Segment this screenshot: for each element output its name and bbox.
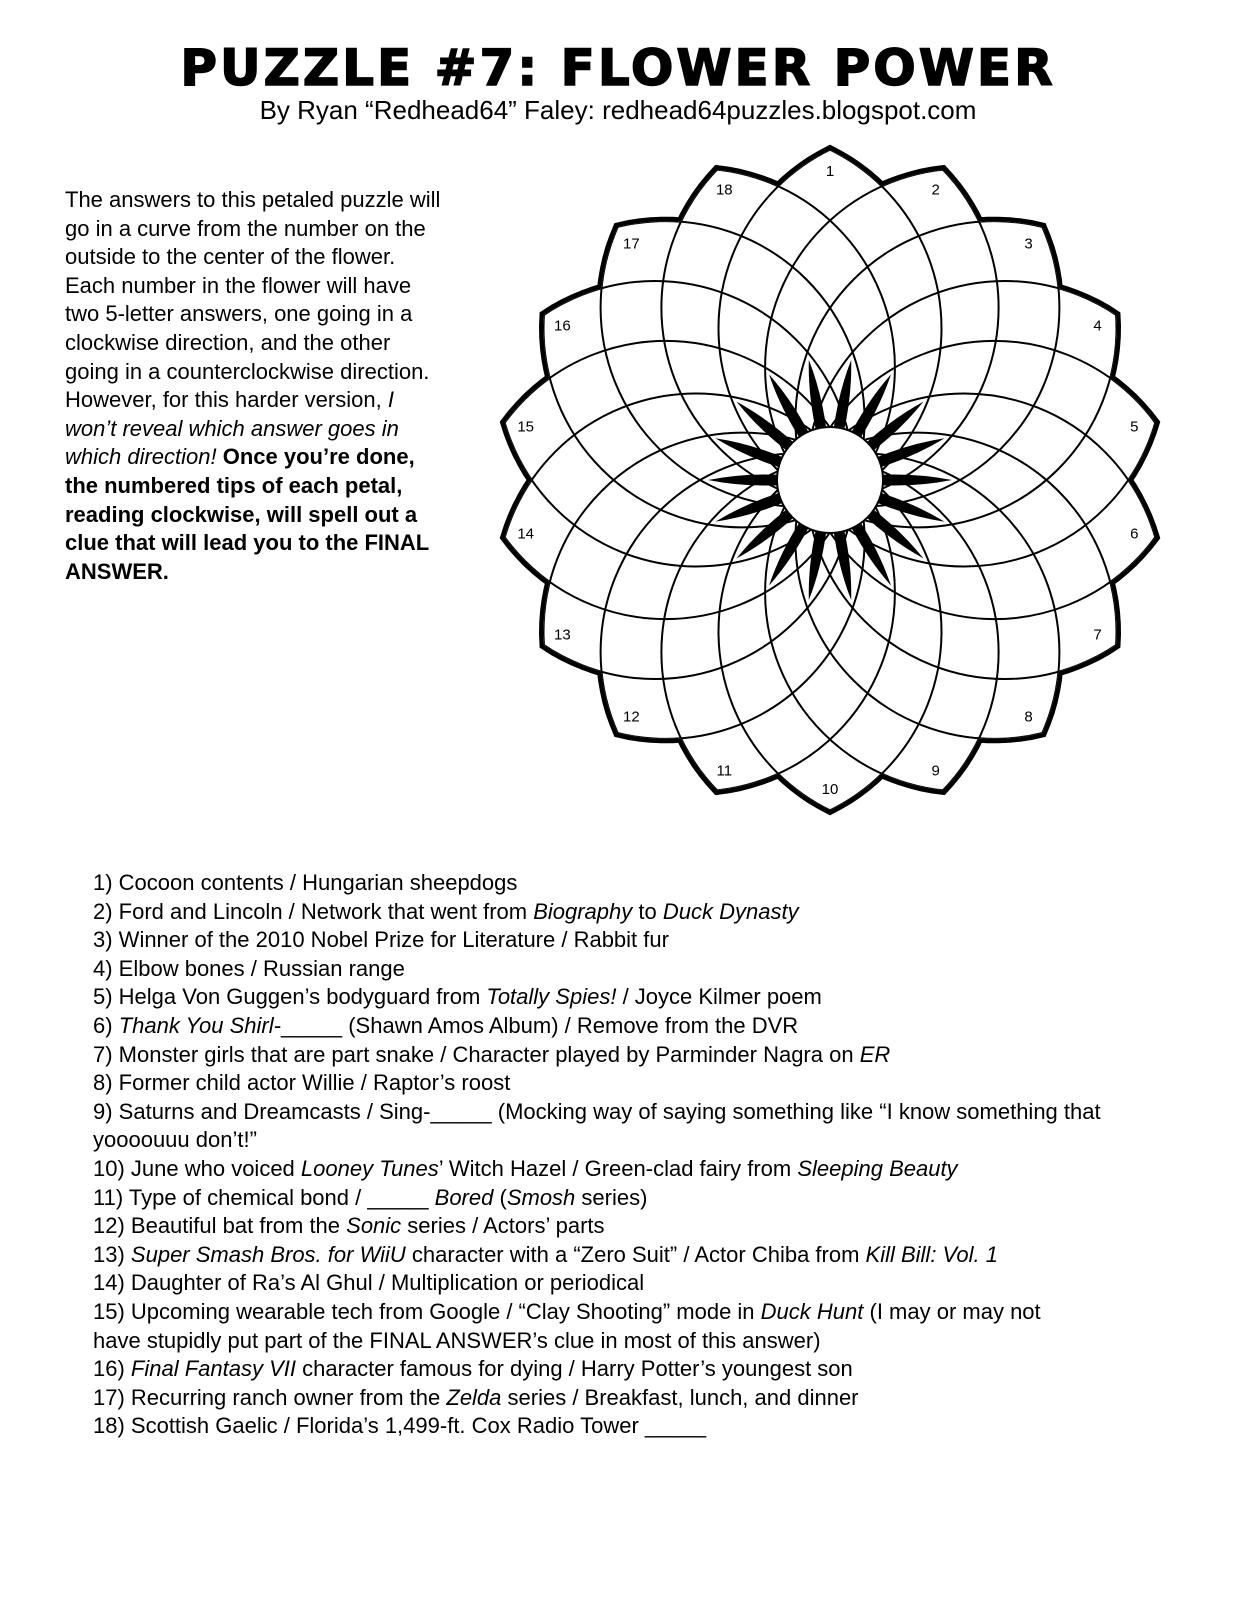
bold-text: clue that will lead you to the FINAL	[65, 530, 430, 556]
italic-text: Zelda	[446, 1384, 502, 1410]
clue-item	[93, 1184, 1193, 1213]
clue-item	[93, 1241, 1193, 1270]
text-segment: 11) Type of chemical bond / _____	[93, 1184, 435, 1210]
author-byline: By Ryan “Redhead64” Faley: redhead64puzzles.blogspot.com	[259, 95, 977, 125]
instruction-line	[65, 558, 440, 587]
text-segment: 9) Saturns and Dreamcasts / Sing-_____ (Mocking way of saying something like “I know something that yoooouuu don’t!”	[93, 1098, 1101, 1153]
text-segment: 18) Scottish Gaelic / Florida’s 1,499-ft. Cox Radio Tower _____	[93, 1413, 707, 1439]
text-segment: 1) Cocoon contents / Hungarian sheepdogs	[93, 870, 518, 895]
petal-number: 15	[517, 418, 535, 436]
petal-number: 11	[716, 762, 733, 780]
text-segment: character famous for dying / Harry Potter’s youngest son	[296, 1356, 853, 1382]
puzzle-title: PUZZLE #7: FLOWER POWER	[180, 39, 1056, 97]
petal-number: 7	[1093, 626, 1102, 644]
italic-text: Bored	[434, 1184, 494, 1210]
clue-item	[93, 983, 1193, 1012]
instruction-line	[65, 501, 440, 530]
italic-text: Thank You Shirl-	[118, 1012, 281, 1038]
text-segment: have stupidly put part of the FINAL ANSWER’s clue in most of this answer)	[93, 1327, 821, 1353]
clue-item	[93, 1269, 1193, 1298]
italic-text: Sleeping Beauty	[797, 1155, 958, 1181]
clue-item	[93, 1098, 1193, 1155]
text-segment: outside to the center of the flower.	[65, 244, 396, 270]
petal-number: 3	[1024, 235, 1033, 253]
instruction-line	[65, 358, 440, 387]
italic-text: Looney Tunes	[300, 1155, 439, 1181]
petal-number: 18	[715, 181, 733, 199]
italic-text: Duck Hunt	[760, 1298, 864, 1324]
petal-number: 14	[517, 525, 535, 543]
text-segment: series / Actors’ parts	[401, 1213, 605, 1239]
text-segment: However, for this harder version,	[65, 387, 388, 413]
italic-text: Smosh	[506, 1184, 576, 1210]
italic-text: Sonic	[346, 1213, 402, 1239]
text-segment: 14) Daughter of Ra’s Al Ghul / Multiplication or periodical	[93, 1270, 645, 1296]
instruction-line	[65, 272, 440, 301]
text-segment: 8) Former child actor Willie / Raptor’s roost	[93, 1070, 511, 1096]
petal-number: 13	[554, 626, 571, 644]
text-segment: 3) Winner of the 2010 Nobel Prize for Literature / Rabbit fur	[93, 927, 669, 953]
text-segment: 13)	[93, 1241, 131, 1267]
text-segment: Each number in the flower will have	[65, 272, 412, 298]
text-segment: 12) Beautiful bat from the	[93, 1213, 347, 1239]
text-segment: going in a counterclockwise direction.	[65, 358, 430, 384]
italic-text: ER	[859, 1041, 891, 1067]
clue-item	[93, 1212, 1193, 1241]
clue-item	[93, 1298, 1193, 1355]
text-segment: 7) Monster girls that are part snake / Character played by Parminder Nagra on	[93, 1041, 860, 1067]
text-segment: _____ (Shawn Amos Album) / Remove from the DVR	[280, 1012, 799, 1038]
text-segment: series / Breakfast, lunch, and dinner	[501, 1384, 859, 1410]
bold-text: Once you’re done,	[216, 444, 415, 470]
bold-text: the numbered tips of each petal,	[65, 472, 403, 498]
clue-item	[93, 1412, 1193, 1441]
text-segment: clockwise direction, and the other	[65, 329, 391, 355]
petal-number: 1	[825, 163, 835, 180]
instruction-line	[65, 386, 440, 415]
italic-text: Super Smash Bros. for WiiU	[130, 1241, 406, 1267]
clue-item	[93, 1041, 1193, 1070]
instruction-line	[65, 186, 440, 215]
petal-number: 12	[623, 708, 640, 726]
instruction-line	[65, 415, 440, 444]
italic-text: which direction!	[65, 444, 217, 470]
instruction-line	[65, 215, 440, 244]
italic-text: I	[387, 387, 394, 413]
clue-item	[93, 869, 1193, 898]
petal-number: 8	[1024, 708, 1033, 726]
petal-number: 2	[931, 181, 940, 199]
clue-item	[93, 1012, 1193, 1041]
petal-number: 4	[1093, 317, 1102, 335]
clue-item	[93, 955, 1193, 984]
instruction-line	[65, 300, 440, 329]
instruction-line	[65, 529, 440, 558]
text-segment: character with a “Zero Suit” / Actor Chiba from	[405, 1241, 866, 1267]
clue-list	[93, 869, 1193, 1441]
text-segment: ’ Witch Hazel / Green-clad fairy from	[438, 1155, 798, 1181]
text-segment: 6)	[93, 1012, 119, 1038]
petal-number: 6	[1130, 525, 1139, 543]
text-segment: (I may or may not	[863, 1298, 1041, 1324]
italic-text: Duck Dynasty	[662, 898, 799, 924]
italic-text: Totally Spies!	[486, 984, 617, 1010]
text-segment: series)	[575, 1184, 648, 1210]
text-segment: 4) Elbow bones / Russian range	[93, 955, 405, 981]
text-segment: (	[493, 1184, 507, 1210]
text-segment: 2) Ford and Lincoln / Network that went from	[93, 898, 534, 924]
text-segment: 5) Helga Von Guggen’s bodyguard from	[93, 984, 487, 1010]
flower-grid	[490, 140, 1170, 830]
instructions-paragraph	[65, 186, 440, 586]
text-segment: The answers to this petaled puzzle will	[65, 187, 441, 212]
bold-text: ANSWER.	[65, 558, 169, 584]
text-segment: to	[632, 898, 663, 924]
text-segment: 17) Recurring ranch owner from the	[93, 1384, 447, 1410]
italic-text: Kill Bill: Vol. 1	[865, 1241, 998, 1267]
instruction-line	[65, 329, 440, 358]
text-segment: / Joyce Kilmer poem	[616, 984, 822, 1010]
clue-item	[93, 898, 1193, 927]
text-segment: 15) Upcoming wearable tech from Google / “Clay Shooting” mode in	[93, 1298, 761, 1324]
instruction-line	[65, 443, 440, 472]
clue-item	[93, 1384, 1193, 1413]
italic-text: Biography	[533, 898, 633, 924]
instruction-line	[65, 243, 440, 272]
instruction-line	[65, 472, 440, 501]
petal-number: 17	[623, 235, 640, 253]
text-segment: go in a curve from the number on the	[65, 215, 426, 241]
clue-item	[93, 1069, 1193, 1098]
petal-number: 10	[821, 781, 839, 798]
petal-number: 5	[1130, 418, 1139, 436]
text-segment: 16)	[93, 1356, 131, 1382]
clue-item	[93, 1355, 1193, 1384]
center-circle	[777, 427, 883, 533]
italic-text: won’t reveal which answer goes in	[65, 415, 399, 441]
text-segment: two 5-letter answers, one going in a	[65, 301, 413, 327]
text-segment: 10) June who voiced	[93, 1155, 301, 1181]
bold-text: reading clockwise, will spell out a	[65, 501, 418, 527]
italic-text: Final Fantasy VII	[130, 1356, 296, 1382]
petal-number: 16	[554, 317, 571, 335]
clue-item	[93, 926, 1193, 955]
petal-number: 9	[931, 762, 940, 780]
clue-item	[93, 1155, 1193, 1184]
